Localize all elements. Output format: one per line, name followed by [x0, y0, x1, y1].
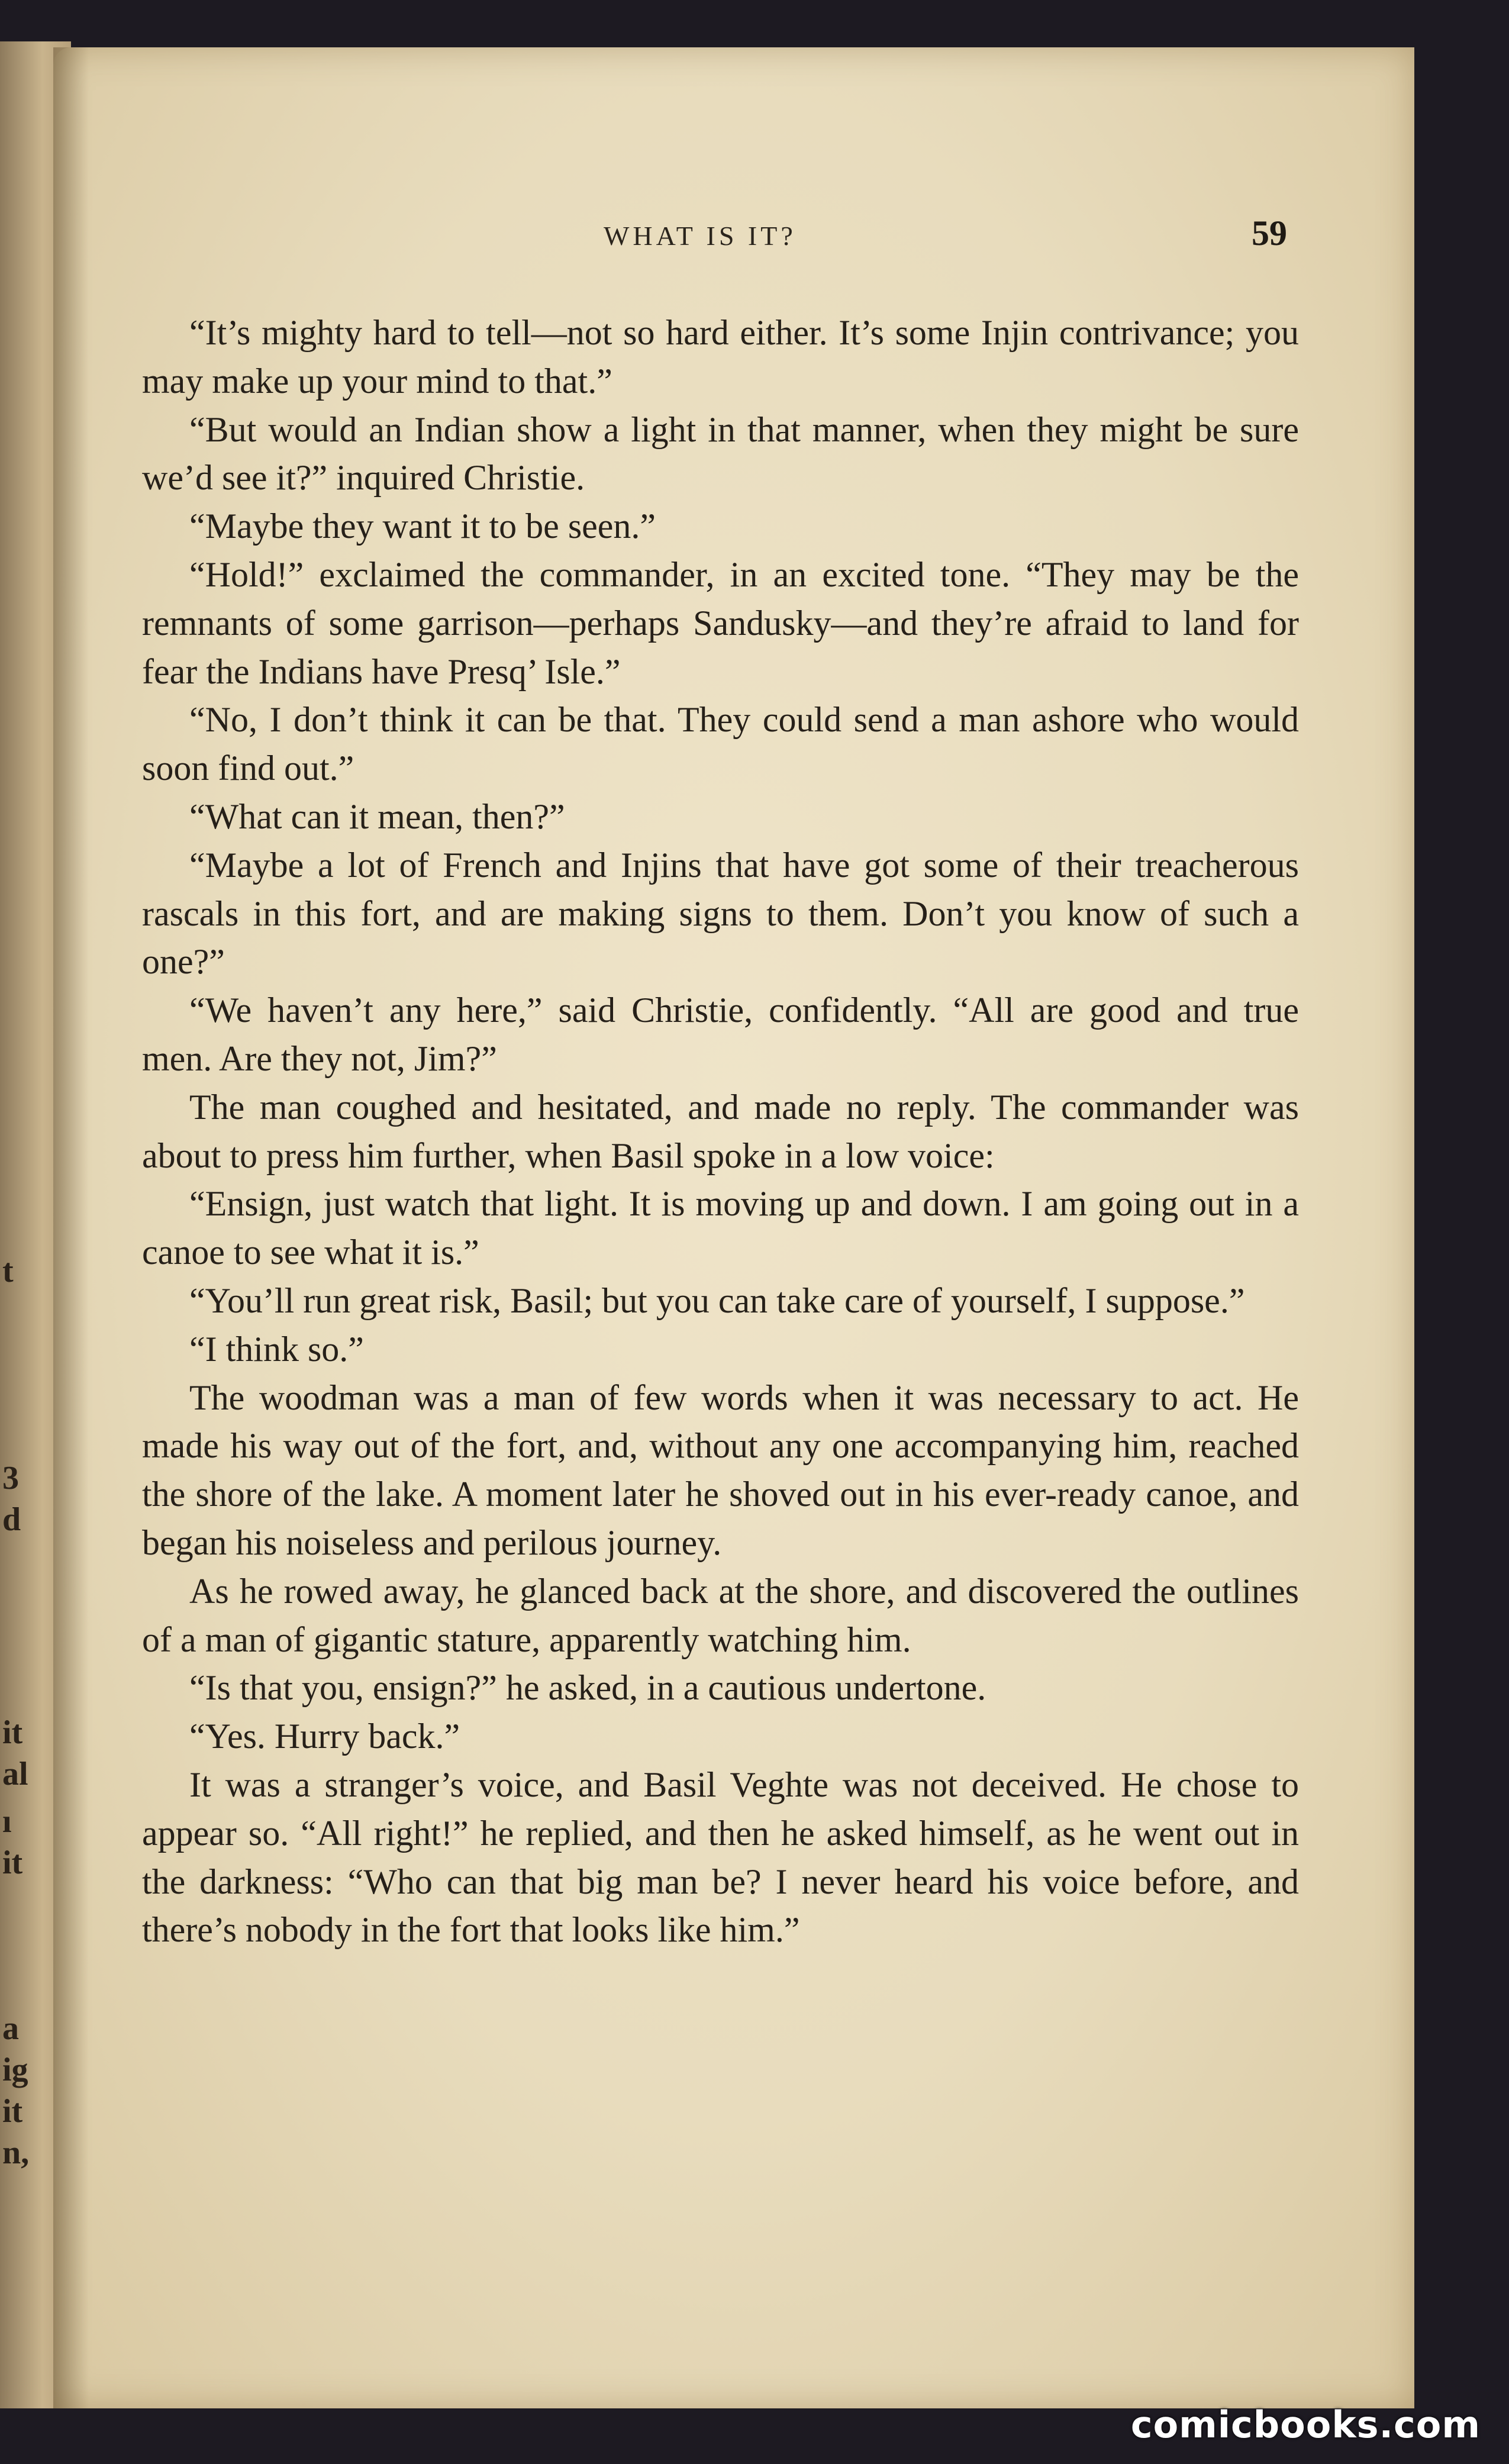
- left-fragment: it: [2, 1844, 23, 1881]
- paragraph: “It’s mighty hard to tell—not so hard either. It’s some Injin contrivance; you may make up your mind to that.”: [142, 313, 1299, 401]
- paragraph: “You’ll run great risk, Basil; but you can take care of yourself, I suppose.”: [189, 1281, 1245, 1320]
- left-fragment: d: [2, 1501, 21, 1538]
- paragraph: “Ensign, just watch that light. It is moving up and down. I am going out in a canoe to see what it is.”: [142, 1184, 1299, 1272]
- paragraph: “No, I don’t think it can be that. They could send a man ashore who would soon find out.”: [142, 700, 1299, 788]
- paragraph: “Maybe they want it to be seen.”: [189, 507, 656, 546]
- left-fragment: n,: [2, 2134, 30, 2171]
- paragraph: It was a stranger’s voice, and Basil Veghte was not deceived. He chose to appear so. “All right!” he replied, and then he asked himself, as he went out in the darkness: “Who can that big man be? I never heard his voice before, and there’s nobody in the fort that looks like him.”: [142, 1765, 1299, 1950]
- page-gutter-shadow: [53, 47, 89, 2408]
- watermark: comicbooks.com: [1130, 2403, 1481, 2446]
- paragraph: As he rowed away, he glanced back at the shore, and discovered the outlines of a man of gigantic stature, apparently watching him.: [142, 1571, 1299, 1659]
- paragraph: “We haven’t any here,” said Christie, confidently. “All are good and true men. Are they not, Jim?”: [142, 991, 1299, 1078]
- paragraph: The woodman was a man of few words when it was necessary to act. He made his way out of the fort, and, without any one accompanying him, reached the shore of the lake. A moment later he shoved out in his ever-ready canoe, and began his noiseless and perilous journey.: [142, 1378, 1299, 1562]
- left-fragment: a: [2, 2010, 19, 2047]
- paragraph: “But would an Indian show a light in that manner, when they might be sure we’d see it?” inquired Christie.: [142, 409, 1299, 498]
- left-fragment: it: [2, 2093, 23, 2130]
- left-fragment: it: [2, 1714, 23, 1751]
- left-fragment: 3: [2, 1460, 19, 1497]
- running-head: WHAT IS IT?: [604, 221, 797, 251]
- paragraph: “I think so.”: [189, 1329, 364, 1369]
- paragraph: “What can it mean, then?”: [189, 796, 565, 836]
- paragraph: “Is that you, ensign?” he asked, in a cautious undertone.: [189, 1668, 986, 1708]
- page-number: 59: [1252, 214, 1287, 253]
- paragraph: “Hold!” exclaimed the commander, in an excited tone. “They may be the remnants of some garrison—perhaps Sandusky—and they’re afraid to land for fear the Indians have Presq’ Isle.”: [142, 554, 1299, 691]
- left-fragment: ı: [2, 1803, 12, 1840]
- left-fragment: al: [2, 1756, 28, 1792]
- paragraph: The man coughed and hesitated, and made no reply. The commander was about to press him further, when Basil spoke in a low voice:: [142, 1087, 1299, 1175]
- paragraph: “Yes. Hurry back.”: [189, 1717, 460, 1756]
- paragraph: “Maybe a lot of French and Injins that have got some of their treacherous rascals in this fort, and are making signs to them. Don’t you know of such a one?”: [142, 845, 1299, 982]
- left-fragment: ig: [2, 2052, 28, 2088]
- left-fragment: t: [2, 1253, 14, 1289]
- body-text: [142, 309, 1299, 1955]
